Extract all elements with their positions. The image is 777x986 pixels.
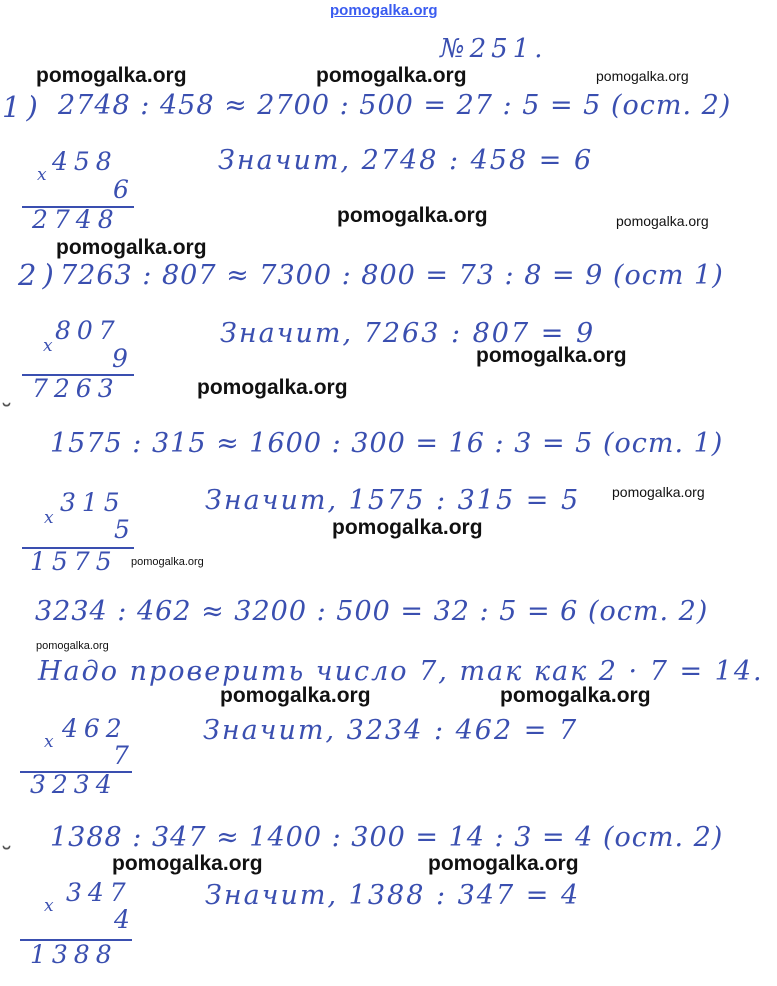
- watermark: pomogalka.org: [596, 68, 689, 84]
- task-1-mult-by: 6: [113, 175, 135, 204]
- task-1-mult-top: 458: [52, 147, 118, 176]
- task-3-estimate: 1575 : 315 ≈ 1600 : 300 = 16 : 3 = 5 (ост. 1): [50, 428, 724, 459]
- task-2-mult-top: 807: [55, 316, 121, 345]
- task-2-conclusion: Значит, 7263 : 807 = 9: [220, 318, 596, 349]
- task-1-estimate: 2748 : 458 ≈ 2700 : 500 = 27 : 5 = 5 (ост. 2): [58, 90, 732, 121]
- watermark: pomogalka.org: [500, 684, 651, 707]
- task-2-mult-sign: x: [43, 336, 58, 356]
- task-5-estimate: 1388 : 347 ≈ 1400 : 300 = 14 : 3 = 4 (ост. 2): [50, 822, 724, 853]
- watermark: pomogalka.org: [332, 516, 483, 539]
- task-3-mult-by: 5: [114, 515, 136, 544]
- watermark: pomogalka.org: [428, 852, 579, 875]
- task-1-label: 1): [2, 90, 44, 124]
- watermark: pomogalka.org: [197, 376, 348, 399]
- header-site-link[interactable]: pomogalka.org: [330, 2, 438, 19]
- task-4-mult-sign: x: [44, 732, 59, 752]
- task-3-mult-result: 1575: [30, 547, 118, 576]
- task-5-mult-sign: x: [44, 896, 59, 916]
- task-2-label: 2): [18, 258, 60, 292]
- task-4-mult-by: 7: [113, 741, 135, 770]
- task-5-mult-result: 1388: [30, 940, 118, 969]
- task-1-mult-sign: x: [37, 165, 52, 185]
- task-1-conclusion: Значит, 2748 : 458 = 6: [218, 145, 594, 176]
- watermark: pomogalka.org: [36, 640, 109, 652]
- watermark: pomogalka.org: [220, 684, 371, 707]
- watermark: pomogalka.org: [616, 213, 709, 229]
- watermark: pomogalka.org: [36, 64, 187, 87]
- task-3-conclusion: Значит, 1575 : 315 = 5: [205, 485, 581, 516]
- watermark: pomogalka.org: [476, 344, 627, 367]
- task-2-mult-result: 7263: [32, 374, 120, 403]
- watermark: pomogalka.org: [316, 64, 467, 87]
- task-2-estimate: 7263 : 807 ≈ 7300 : 800 = 73 : 8 = 9 (ост 1): [60, 260, 724, 291]
- task-1-mult-result: 2748: [32, 205, 120, 234]
- task-3-mult-sign: x: [44, 508, 59, 528]
- task-5-conclusion: Значит, 1388 : 347 = 4: [205, 880, 581, 911]
- watermark: pomogalka.org: [337, 204, 488, 227]
- watermark: pomogalka.org: [612, 484, 705, 500]
- margin-mark-2: ˘: [0, 843, 13, 873]
- task-4-mult-result: 3234: [30, 770, 118, 799]
- task-4-mult-top: 462: [62, 714, 128, 743]
- watermark: pomogalka.org: [131, 556, 204, 568]
- problem-number: №251.: [440, 34, 548, 64]
- watermark: pomogalka.org: [56, 236, 207, 259]
- watermark: pomogalka.org: [112, 852, 263, 875]
- task-5-mult-by: 4: [114, 905, 136, 934]
- task-2-mult-by: 9: [112, 344, 134, 373]
- task-4-note: Надо проверить число 7, так как 2 · 7 = 14.: [38, 656, 764, 687]
- task-5-mult-top: 347: [66, 878, 132, 907]
- task-4-conclusion: Значит, 3234 : 462 = 7: [203, 715, 579, 746]
- task-3-mult-top: 315: [60, 488, 126, 517]
- task-4-estimate: 3234 : 462 ≈ 3200 : 500 = 32 : 5 = 6 (ост. 2): [35, 596, 709, 627]
- margin-mark-1: ˘: [0, 400, 13, 430]
